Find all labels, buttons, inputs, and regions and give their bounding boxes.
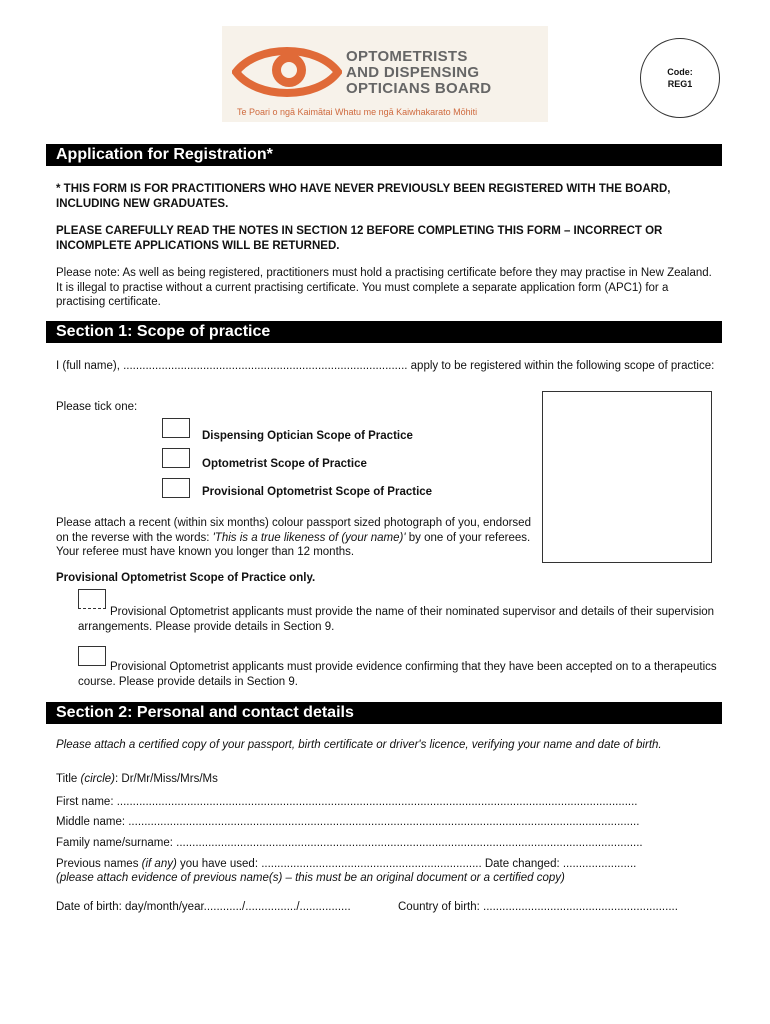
- identity-document-instruction: Please attach a certified copy of your passport, birth certificate or driver's licence, verifying your name and date of birth.: [56, 739, 662, 751]
- section1-header: Section 1: Scope of practice: [46, 321, 722, 343]
- family-name-field[interactable]: Family name/surname: ..................................................................................................................................................: [56, 837, 643, 849]
- optometrist-checkbox[interactable]: [162, 448, 190, 468]
- title-field[interactable]: Title (circle): Dr/Mr/Miss/Mrs/Ms: [56, 773, 218, 785]
- eye-logo-icon: [232, 40, 342, 104]
- first-name-field[interactable]: First name: ...................................................................................................................................................................: [56, 796, 638, 808]
- notice-new-practitioners: * THIS FORM IS FOR PRACTITIONERS WHO HAVE NEVER PREVIOUSLY BEEN REGISTERED WITH THE BOARD, INCLUDING NEW GRADUATES.: [56, 183, 671, 210]
- date-of-birth-field[interactable]: Date of birth: day/month/year............/................/................: [56, 901, 351, 913]
- logo-wordmark: OPTOMETRISTS AND DISPENSING OPTICIANS BOARD: [346, 48, 492, 97]
- tick-prompt: Please tick one:: [56, 401, 138, 413]
- dispensing-optician-label: Dispensing Optician Scope of Practice: [202, 430, 413, 442]
- form-code-badge: [640, 38, 720, 118]
- optometrist-label: Optometrist Scope of Practice: [202, 458, 367, 470]
- supervisor-requirement: Provisional Optometrist applicants must provide the name of their nominated supervisor and details of their supervision arrangements. Please provide details in Section 9.: [78, 606, 715, 633]
- middle-name-field[interactable]: Middle name: ................................................................................................................................................................: [56, 816, 640, 828]
- photo-box: [542, 391, 712, 563]
- code-label: Code:: [667, 67, 693, 77]
- page-title: Application for Registration*: [46, 144, 722, 166]
- practising-certificate-note: Please note: As well as being registered, practitioners must hold a practising certificate before they may practise in New Zealand. It is illegal to practise without a current practising certificate. You must complete a separate application form (APC1) for a practising certificate.: [56, 267, 712, 308]
- previous-names-field[interactable]: Previous names (if any) you have used: ..................................................................... Date changed: .......................: [56, 858, 637, 870]
- therapeutics-requirement: Provisional Optometrist applicants must provide evidence confirming that they have been accepted on to a therapeutics course. Please provide details in Section 9.: [78, 661, 717, 688]
- notice-read-notes: PLEASE CAREFULLY READ THE NOTES IN SECTION 12 BEFORE COMPLETING THIS FORM – INCORRECT OR INCOMPLETE APPLICATIONS WILL BE RETURNED.: [56, 225, 663, 252]
- full-name-statement: I (full name), ......................................................................................... apply to be registered within the following scope of practice:: [56, 360, 715, 372]
- country-of-birth-field[interactable]: Country of birth: .............................................................: [398, 901, 678, 913]
- dispensing-optician-checkbox[interactable]: [162, 418, 190, 438]
- provisional-optometrist-checkbox[interactable]: [162, 478, 190, 498]
- photo-instructions: Please attach a recent (within six months) colour passport sized photograph of you, endorsed on the reverse with the words: 'This is a true likeness of (your name)' by one of your referees. Your referee must have known you longer than 12 months.: [56, 517, 531, 558]
- previous-names-note: (please attach evidence of previous name(s) – this must be an original document or a certified copy): [56, 872, 565, 884]
- code-value: REG1: [667, 79, 693, 89]
- section2-header: Section 2: Personal and contact details: [46, 702, 722, 724]
- logo-subtitle: Te Poari o ngā Kaimātai Whatu me ngā Kaiwhakarato Mōhiti: [237, 107, 478, 117]
- provisional-only-heading: Provisional Optometrist Scope of Practice only.: [56, 572, 316, 584]
- provisional-optometrist-label: Provisional Optometrist Scope of Practice: [202, 486, 433, 498]
